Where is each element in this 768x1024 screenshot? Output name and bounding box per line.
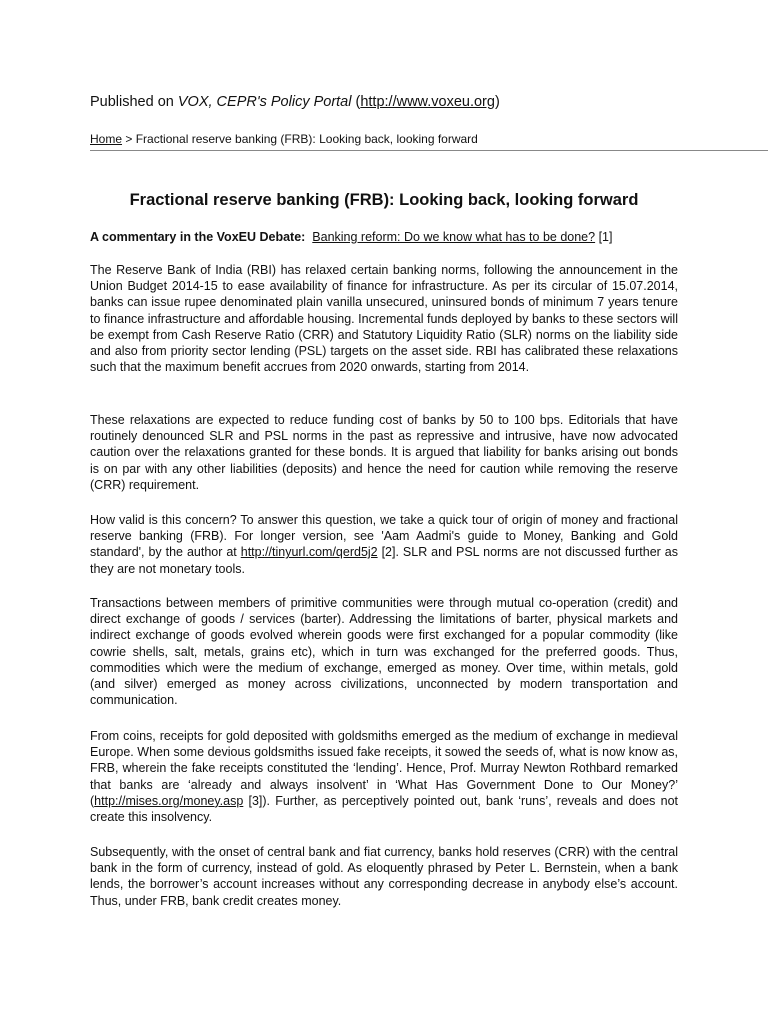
paragraph-3 <box>90 512 678 577</box>
mises-link[interactable]: http://mises.org/money.asp <box>94 793 244 808</box>
paragraph-5-text-a: From coins, receipts for gold deposited with goldsmiths emerged as the medium of exchange in medieval Europe. When some devious goldsmiths issued fake receipts, it sowed the seeds of, what is now know as, FRB, wherein the fake receipts constituted the ‘lending’. Hence, Prof. Murray Newton Rothbard remarked that banks are ‘already and always insolvent’ in ‘What Has Government Done to Our Money?’ ( <box>90 729 678 808</box>
portal-name: VOX, CEPR's Policy Portal <box>177 94 352 110</box>
paragraph-5-text-b: [3]). Further, as perceptively pointed out, bank ‘runs’, reveals and does not create this insolvency. <box>90 793 678 825</box>
published-prefix: Published on <box>90 94 178 110</box>
breadcrumb-home-link[interactable]: Home <box>90 132 123 146</box>
paragraph-1: The Reserve Bank of India (RBI) has relaxed certain banking norms, following the announcement in the Union Budget 2014-15 to ease availability of finance for infrastructure. As per its circular of 15.07.2014, banks can issue rupee denominated plain vanilla unsecured, uninsured bonds of minimum 7 years tenure to finance infrastructure and affordable housing. Incremental funds deployed by banks to these sectors will be exempt from Cash Reserve Ratio (CRR) and Statutory Liquidity Ratio (SLR) norms on the liability side and also from priority sector lending (PSL) targets on the asset side. RBI has calibrated these relaxations such that the maximum benefit accrues from 2020 onwards, starting from 2014. <box>90 263 678 375</box>
tinyurl-link[interactable]: http://tinyurl.com/qerd5j2 <box>240 545 378 560</box>
paragraph-3-text-b: [2]. SLR and PSL norms are not discussed further as they are not monetary tools. <box>90 545 678 576</box>
paragraph-4: Transactions between members of primitive communities were through mutual co-operation (credit) and direct exchange of goods / services (barter). Addressing the limitations of barter, physical markets and indirect exchange of goods evolved wherein goods were first exchanged for a popular commodity (like cowrie shells, salt, metals, grains etc), which in turn was exchanged for the preferred goods. Thus, commodities which were the medium of exchange, emerged as money. Over time, within metals, gold (and silver) emerged as money across civilizations, unconnected by modern transportation and communication. <box>90 596 678 708</box>
header-divider <box>90 150 768 151</box>
paren-close: ) <box>494 94 500 110</box>
paragraph-6: Subsequently, with the onset of central bank and fiat currency, banks hold reserves (CRR) with the central bank in the form of currency, instead of gold. As eloquently phrased by Peter L. Bernstein, when a bank lends, the borrower’s account increases without any corresponding decrease in anybody else’s account. Thus, under FRB, bank credit creates money. <box>90 845 678 908</box>
paragraph-3-text-a: How valid is this concern? To answer this question, we take a quick tour of origin of money and fractional reserve banking (FRB). For longer version, see 'Aam Aadmi's guide to Money, Banking and Gold standard', by the author at <box>90 513 678 560</box>
paragraph-2: These relaxations are expected to reduce funding cost of banks by 50 to 100 bps. Editorials that have routinely denounced SLR and PSL norms in the past as repressive and intrusive, have now advocated caution over the relaxations granted for these bonds. It is argued that liability for banks arising out bonds is on par with any other liabilities (deposits) and hence the need for caution while removing the reserve (CRR) requirement. <box>90 413 678 492</box>
debate-link[interactable]: Banking reform: Do we know what has to be done? <box>312 230 596 244</box>
paren-open: ( <box>351 94 361 110</box>
published-line <box>90 93 500 111</box>
commentary-line <box>90 229 612 245</box>
portal-url-link[interactable]: http://www.voxeu.org <box>360 94 495 110</box>
commentary-lead: A commentary in the VoxEU Debate: <box>90 230 306 244</box>
article-title: Fractional reserve banking (FRB): Looking back, looking forward <box>129 191 639 209</box>
breadcrumb <box>90 132 478 147</box>
paragraph-5 <box>90 728 678 825</box>
debate-ref: [1] <box>595 230 613 244</box>
breadcrumb-current: > Fractional reserve banking (FRB): Looking back, looking forward <box>122 132 478 146</box>
